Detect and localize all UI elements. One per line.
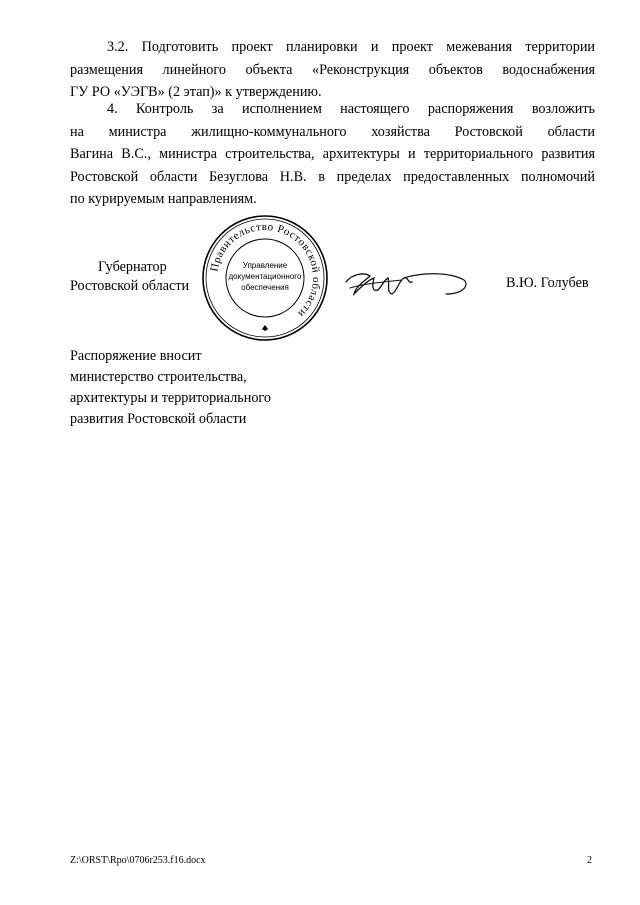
- note-line: развития Ростовской области: [70, 411, 247, 427]
- paragraph-line: на министра жилищно-коммунального хозяйства Ростовской области: [70, 123, 595, 140]
- paragraph-line: 3.2. Подготовить проект планировки и проект межевания территории: [107, 39, 595, 55]
- submitted-by-note: [70, 346, 271, 430]
- handwritten-signature: [342, 264, 472, 304]
- footer-file-path: Z:\ORST\Rpo\0706r253.f16.docx: [70, 855, 206, 866]
- paragraph-line: Вагина В.С., министра строительства, архитектуры и территориального развития: [70, 146, 595, 162]
- signatory-name: В.Ю. Голубев: [506, 275, 589, 291]
- note-line: архитектуры и территориального: [70, 390, 271, 406]
- seal-center-line: обеспечения: [241, 283, 289, 292]
- official-seal: [200, 213, 330, 343]
- seal-center-line: Управление: [242, 261, 288, 270]
- paragraph-4: [70, 98, 595, 211]
- signatory-region: Ростовской области: [70, 278, 190, 294]
- note-line: министерство строительства,: [70, 369, 247, 385]
- note-line: Распоряжение вносит: [70, 348, 202, 364]
- paragraph-line: размещения линейного объекта «Реконструкция объектов водоснабжения: [70, 61, 595, 78]
- paragraph-3-2: [70, 36, 595, 104]
- footer-page-number: 2: [587, 855, 592, 866]
- paragraph-line: ГУ РО «УЭГВ» (2 этап)» к утверждению.: [70, 84, 322, 100]
- signatory-title: [70, 258, 189, 296]
- paragraph-line: 4. Контроль за исполнением настоящего распоряжения возложить: [107, 101, 595, 117]
- seal-center-line: документационного: [228, 272, 302, 281]
- seal-ring-text: Правительство Ростовской области: [208, 220, 323, 320]
- paragraph-line: по курируемым направлениям.: [70, 191, 257, 207]
- paragraph-line: Ростовской области Безуглова Н.В. в пределах предоставленных полномочий: [70, 168, 595, 185]
- signatory-position: Губернатор: [98, 259, 167, 275]
